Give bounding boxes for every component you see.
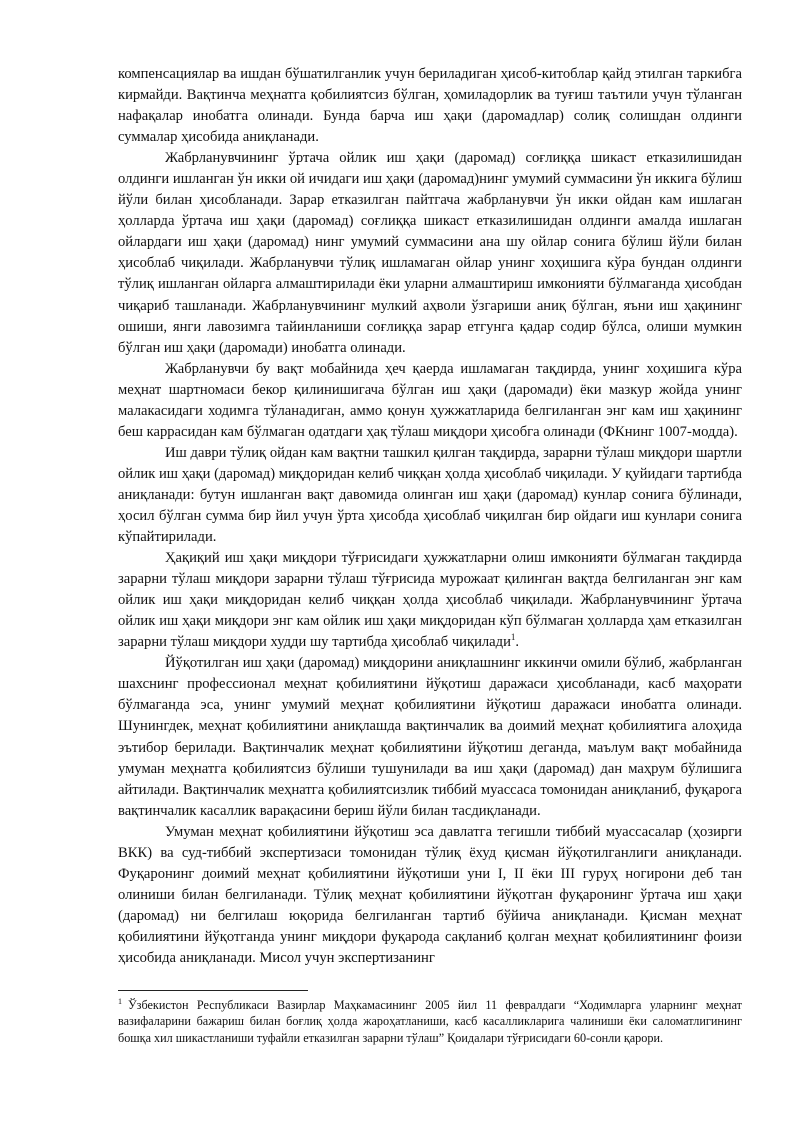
paragraph: Жабрланувчи бу вақт мобайнида ҳеч қаерда ишламаган тақдирда, унинг хоҳишига кўра меҳнат шартномаси бекор қилинишигача бўлган иш ҳақи (даромади) ёки мазкур жойда унинг малакасидаги ходимга тўланадиган, аммо қонун ҳужжатларида белгиланган энг кам иш ҳақининг беш каррасидан кам бўлмаган одатдаги ҳақ тўлаш миқдори ҳисобга олинади (ФКнинг 1007-модда). bbox=[118, 360, 742, 440]
footnote-reference[interactable]: 1 bbox=[510, 632, 516, 643]
paragraph-text: Ҳақиқий иш ҳақи миқдори тўғрисидаги ҳужжатларни олиш имконияти бўлмаган тақдирда зарарни тўлаш миқдори зарарни тўлаш тўғрисида мурожаат қилинган вақтда белгиланган энг кам ойлик иш ҳақи миқдоридан келиб чиққан ҳолда ҳисоблаб чиқилади. Жабрланувчининг ўртача ойлик иш ҳақи миқдори энг кам ойлик иш ҳақи миқдоридан кўп бўлмаган ҳолларда ҳам етказилган зарарни тўлаш миқдори худди шу тартибда ҳисоблаб чиқилади bbox=[118, 550, 742, 651]
footnote-marker: 1 bbox=[118, 996, 122, 1006]
paragraph bbox=[118, 548, 742, 653]
paragraph: Жабрланувчининг ўртача ойлик иш ҳақи (даромад) соғлиққа шикаст етказилишидан олдинги ишланган ўн икки ой ичидаги иш ҳақи (даромад)нинг умумий суммасини ўн иккига бўлиш йўли билан ҳисобланади. Зарар етказилган пайтгача жабрланувчи ўн икки ойдан кам ишлаган ҳолларда ўртача иш ҳақи (даромад) соғлиққа шикаст етказилишидан олдинги амалда ишлаган ойлардаги иш ҳақи (даромад) нинг умумий суммасини ана шу ойлар сонига бўлиш йўли билан ҳисоблаб чиқилади. Жабрланувчи тўлиқ ишламаган ойлар унинг хоҳишига кўра бундан олдинги тўлиқ ишланган ойларга алмаштирилади ёки уларни алмаштириш имконияти бўлмаганда ҳисобдан чиқариб ташланади. Жабрланувчининг мулкий аҳволи ўзгариши аниқ бўлган, яъни иш ҳақининг ошиши, янги лавозимга тайинланиши соғлиққа зарар етгунга қадар содир бўлса, олиши мумкин бўлган иш ҳақи (даромади) инобатга олинади. bbox=[118, 150, 742, 356]
paragraph: Умуман меҳнат қобилиятини йўқотиш эса давлатга тегишли тиббий муассасалар (ҳозирги ВКК) ва суд-тиббий экспертизаси томонидан тўлиқ ёхуд қисман йўқотилганлиги аниқланади. Фуқаронинг доимий меҳнат қобилиятини йўқотиши уни I, II ёки III гуруҳ ногирони деб тан олиниши билан белгиланади. Тўлиқ меҳнат қобилиятини йўқотган фуқаронинг ўртача иш ҳақи (даромад) ни белгилаш юқорида белгиланган тартиб бўйича аниқланади. Қисман меҳнат қобилиятини йўқотганда унинг миқдори фуқарода сақланиб қолган меҳнат қобилиятининг фоизи ҳисобида аниқланади. Мисол учун экспертизанинг bbox=[118, 823, 742, 966]
body-text bbox=[118, 64, 742, 969]
footnote-separator bbox=[118, 990, 308, 991]
paragraph: Иш даври тўлиқ ойдан кам вақтни ташкил қилган тақдирда, зарарни тўлаш миқдори шартли ойлик иш ҳақи (даромад) миқдоридан келиб чиққан ҳолда ҳисоблаб чиқилади. У қуйидаги тартибда аниқланади: бутун ишланган вақт давомида олинган иш ҳақи (даромад) кунлар сонига бўлинади, ҳосил бўлган сумма бир йил учун ўрта ҳисобда ҳисоблаб чиқилган бир ойдаги иш кунлари сонига кўпайтирилади. bbox=[118, 444, 742, 546]
footnote-text: Ўзбекистон Республикаси Вазирлар Маҳкамасининг 2005 йил 11 февралдаги “Ходимларга уларнинг меҳнат вазифаларини бажариш билан боғлиқ ҳолда жароҳатланиши, касб касалликларига чалиниши ёки саломатлигининг бошқа хил шикастланиши туфайли етказилган зарарни тўлаш” Қоидалари тўғрисидаги 60-сонли қарори. bbox=[118, 998, 742, 1045]
paragraph-tail: . bbox=[515, 634, 520, 651]
paragraph: компенсациялар ва ишдан бўшатилганлик учун бериладиган ҳисоб-китоблар қайд этилган таркибга кирмайди. Вақтинча меҳнатга қобилиятсиз бўлган, ҳомиладорлик ва туғиш таътили учун тўланган нафақалар инобатга олинади. Бунда барча иш ҳақи (даромадлар) солиқ солишдан олдинги суммалар ҳисобида аниқланади. bbox=[118, 66, 742, 146]
paragraph: Йўқотилган иш ҳақи (даромад) миқдорини аниқлашнинг иккинчи омили бўлиб, жабрланган шахснинг профессионал меҳнат қобилиятини йўқотиш даражаси ҳисобланади, касб маҳорати бўлмаганда эса, унинг умумий меҳнат қобилиятини йўқотиш даражаси инобатга олинади. Шунингдек, меҳнат қобилиятини аниқлашда вақтинчалик ва доимий меҳнат қобилиятига алоҳида эътибор берилади. Вақтинчалик меҳнат қобилиятини йўқотиш деганда, маълум вақт мобайнида умуман меҳнатга қобилиятсиз бўлиши тушунилади ва иш ҳақи (даромад) дан маҳрум бўлишига айтилади. Вақтинчалик меҳнатга қобилиятсизлик тиббий муассаса томонидан аниқланиб, фуқарога вақтинчалик касаллик варақасини бериш йўли билан тасдиқланади. bbox=[118, 655, 742, 819]
footnote bbox=[118, 997, 742, 1046]
